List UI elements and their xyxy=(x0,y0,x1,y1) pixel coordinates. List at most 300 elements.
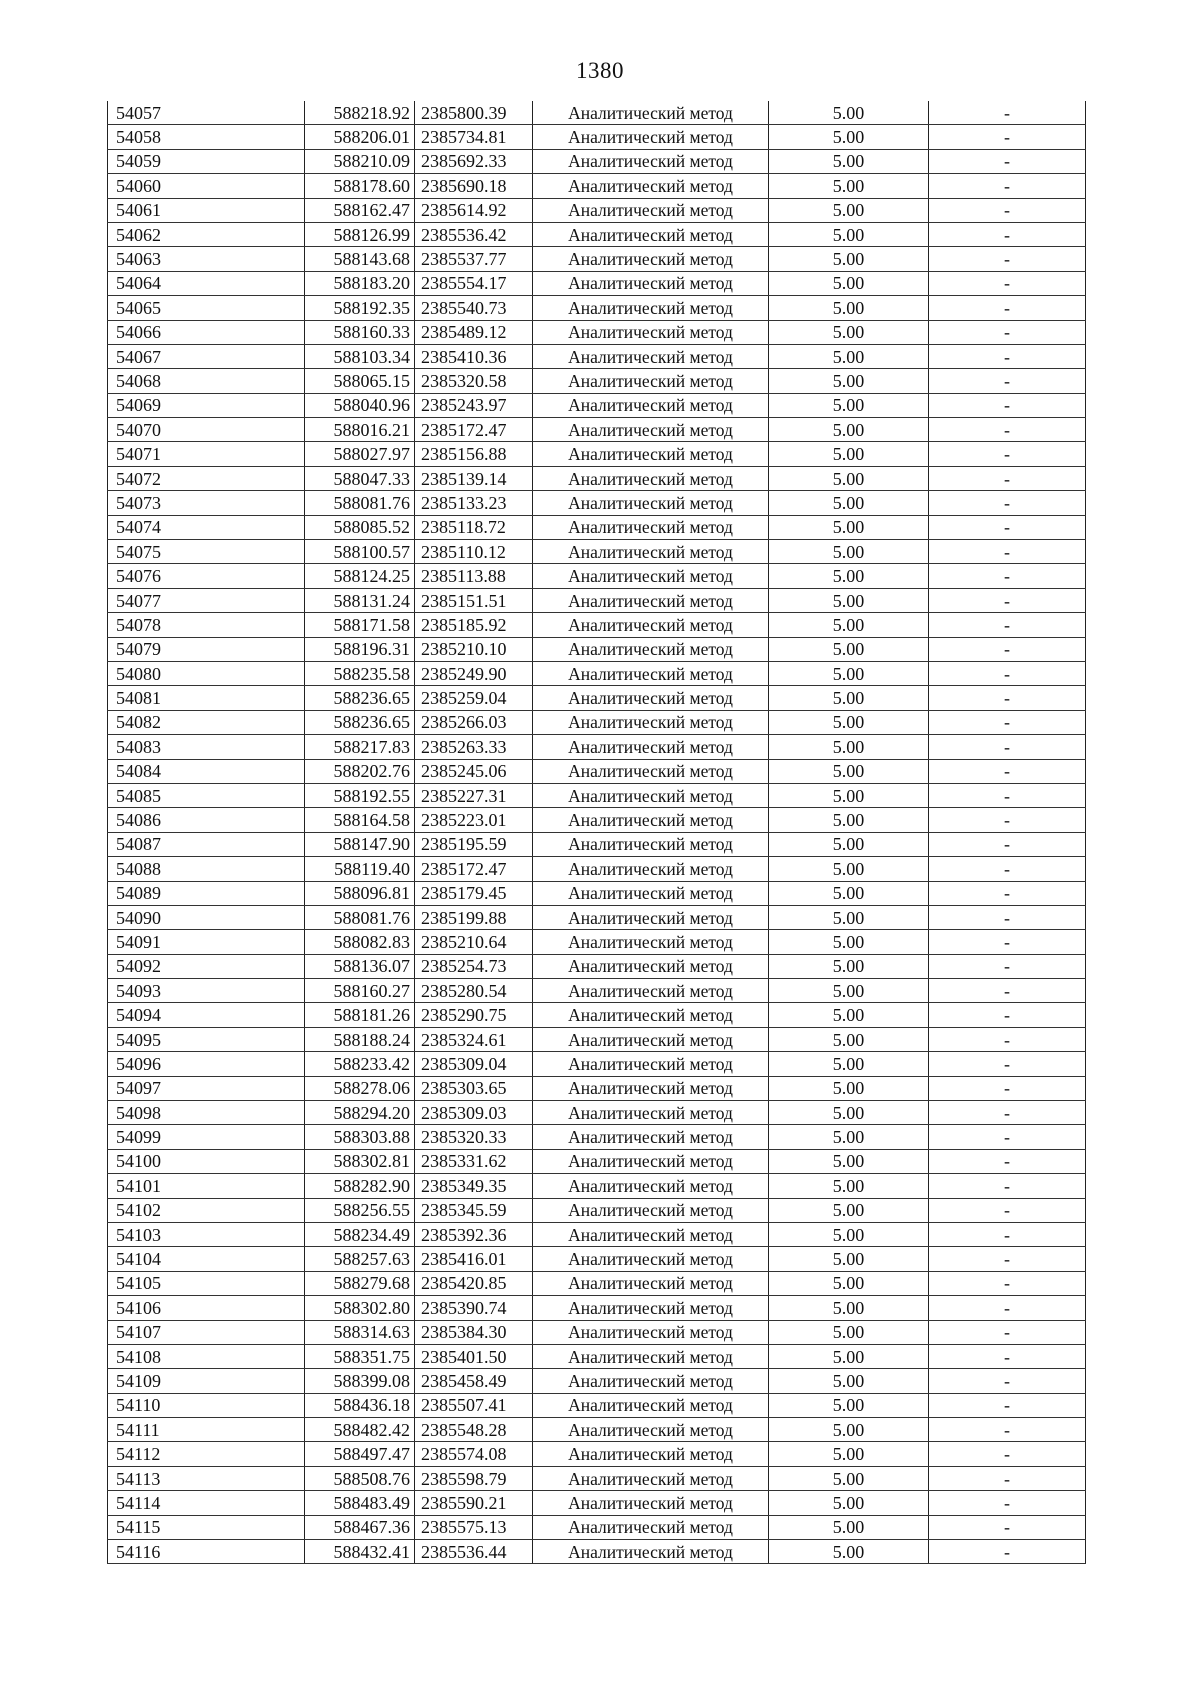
method-cell: Аналитический метод xyxy=(533,1052,769,1076)
accuracy-cell: 5.00 xyxy=(769,540,929,564)
point-number-cell: 54104 xyxy=(108,1247,305,1271)
method-cell: Аналитический метод xyxy=(533,296,769,320)
table-row xyxy=(108,1540,1086,1564)
y-coordinate-cell: 2385598.79 xyxy=(415,1466,533,1490)
point-number-cell: 54109 xyxy=(108,1369,305,1393)
x-coordinate-cell: 588016.21 xyxy=(305,418,415,442)
x-coordinate-cell: 588236.65 xyxy=(305,686,415,710)
point-number-cell: 54102 xyxy=(108,1198,305,1222)
point-number-cell: 54084 xyxy=(108,759,305,783)
method-cell: Аналитический метод xyxy=(533,320,769,344)
x-coordinate-cell: 588065.15 xyxy=(305,369,415,393)
x-coordinate-cell: 588314.63 xyxy=(305,1320,415,1344)
x-coordinate-cell: 588047.33 xyxy=(305,466,415,490)
x-coordinate-cell: 588192.35 xyxy=(305,296,415,320)
y-coordinate-cell: 2385392.36 xyxy=(415,1222,533,1246)
point-number-cell: 54103 xyxy=(108,1222,305,1246)
note-cell: - xyxy=(929,637,1086,661)
point-number-cell: 54094 xyxy=(108,1003,305,1027)
point-number-cell: 54071 xyxy=(108,442,305,466)
x-coordinate-cell: 588508.76 xyxy=(305,1466,415,1490)
accuracy-cell: 5.00 xyxy=(769,661,929,685)
point-number-cell: 54095 xyxy=(108,1027,305,1051)
table-row xyxy=(108,1320,1086,1344)
y-coordinate-cell: 2385290.75 xyxy=(415,1003,533,1027)
point-number-cell: 54082 xyxy=(108,710,305,734)
y-coordinate-cell: 2385489.12 xyxy=(415,320,533,344)
y-coordinate-cell: 2385536.44 xyxy=(415,1540,533,1564)
note-cell: - xyxy=(929,1515,1086,1539)
method-cell: Аналитический метод xyxy=(533,125,769,149)
x-coordinate-cell: 588206.01 xyxy=(305,125,415,149)
x-coordinate-cell: 588279.68 xyxy=(305,1271,415,1295)
x-coordinate-cell: 588160.33 xyxy=(305,320,415,344)
x-coordinate-cell: 588147.90 xyxy=(305,832,415,856)
accuracy-cell: 5.00 xyxy=(769,442,929,466)
x-coordinate-cell: 588192.55 xyxy=(305,783,415,807)
table-row xyxy=(108,588,1086,612)
y-coordinate-cell: 2385420.85 xyxy=(415,1271,533,1295)
note-cell: - xyxy=(929,1369,1086,1393)
note-cell: - xyxy=(929,344,1086,368)
y-coordinate-cell: 2385507.41 xyxy=(415,1393,533,1417)
method-cell: Аналитический метод xyxy=(533,247,769,271)
method-cell: Аналитический метод xyxy=(533,418,769,442)
table-row xyxy=(108,369,1086,393)
accuracy-cell: 5.00 xyxy=(769,174,929,198)
accuracy-cell: 5.00 xyxy=(769,686,929,710)
method-cell: Аналитический метод xyxy=(533,1515,769,1539)
y-coordinate-cell: 2385554.17 xyxy=(415,271,533,295)
table-row xyxy=(108,1101,1086,1125)
y-coordinate-cell: 2385210.64 xyxy=(415,930,533,954)
accuracy-cell: 5.00 xyxy=(769,1491,929,1515)
note-cell: - xyxy=(929,783,1086,807)
method-cell: Аналитический метод xyxy=(533,979,769,1003)
note-cell: - xyxy=(929,1320,1086,1344)
x-coordinate-cell: 588235.58 xyxy=(305,661,415,685)
note-cell: - xyxy=(929,247,1086,271)
method-cell: Аналитический метод xyxy=(533,491,769,515)
y-coordinate-cell: 2385179.45 xyxy=(415,881,533,905)
note-cell: - xyxy=(929,1027,1086,1051)
y-coordinate-cell: 2385331.62 xyxy=(415,1149,533,1173)
y-coordinate-cell: 2385172.47 xyxy=(415,418,533,442)
method-cell: Аналитический метод xyxy=(533,1369,769,1393)
x-coordinate-cell: 588103.34 xyxy=(305,344,415,368)
point-number-cell: 54069 xyxy=(108,393,305,417)
x-coordinate-cell: 588217.83 xyxy=(305,735,415,759)
table-row xyxy=(108,1125,1086,1149)
accuracy-cell: 5.00 xyxy=(769,1442,929,1466)
point-number-cell: 54105 xyxy=(108,1271,305,1295)
method-cell: Аналитический метод xyxy=(533,515,769,539)
x-coordinate-cell: 588188.24 xyxy=(305,1027,415,1051)
accuracy-cell: 5.00 xyxy=(769,101,929,125)
y-coordinate-cell: 2385537.77 xyxy=(415,247,533,271)
accuracy-cell: 5.00 xyxy=(769,198,929,222)
accuracy-cell: 5.00 xyxy=(769,759,929,783)
method-cell: Аналитический метод xyxy=(533,710,769,734)
note-cell: - xyxy=(929,1174,1086,1198)
method-cell: Аналитический метод xyxy=(533,1540,769,1564)
note-cell: - xyxy=(929,1271,1086,1295)
accuracy-cell: 5.00 xyxy=(769,710,929,734)
point-number-cell: 54083 xyxy=(108,735,305,759)
method-cell: Аналитический метод xyxy=(533,1271,769,1295)
method-cell: Аналитический метод xyxy=(533,1393,769,1417)
table-row xyxy=(108,515,1086,539)
table-row xyxy=(108,1442,1086,1466)
table-row xyxy=(108,637,1086,661)
y-coordinate-cell: 2385692.33 xyxy=(415,149,533,173)
method-cell: Аналитический метод xyxy=(533,540,769,564)
point-number-cell: 54112 xyxy=(108,1442,305,1466)
note-cell: - xyxy=(929,320,1086,344)
accuracy-cell: 5.00 xyxy=(769,1466,929,1490)
point-number-cell: 54088 xyxy=(108,857,305,881)
accuracy-cell: 5.00 xyxy=(769,1198,929,1222)
y-coordinate-cell: 2385320.33 xyxy=(415,1125,533,1149)
table-row xyxy=(108,808,1086,832)
note-cell: - xyxy=(929,515,1086,539)
table-row xyxy=(108,613,1086,637)
note-cell: - xyxy=(929,1101,1086,1125)
method-cell: Аналитический метод xyxy=(533,759,769,783)
x-coordinate-cell: 588234.49 xyxy=(305,1222,415,1246)
point-number-cell: 54108 xyxy=(108,1344,305,1368)
accuracy-cell: 5.00 xyxy=(769,1003,929,1027)
accuracy-cell: 5.00 xyxy=(769,1052,929,1076)
x-coordinate-cell: 588278.06 xyxy=(305,1076,415,1100)
method-cell: Аналитический метод xyxy=(533,1101,769,1125)
note-cell: - xyxy=(929,832,1086,856)
table-row xyxy=(108,442,1086,466)
accuracy-cell: 5.00 xyxy=(769,832,929,856)
method-cell: Аналитический метод xyxy=(533,1174,769,1198)
point-number-cell: 54065 xyxy=(108,296,305,320)
accuracy-cell: 5.00 xyxy=(769,1515,929,1539)
note-cell: - xyxy=(929,1393,1086,1417)
note-cell: - xyxy=(929,1198,1086,1222)
point-number-cell: 54077 xyxy=(108,588,305,612)
x-coordinate-cell: 588040.96 xyxy=(305,393,415,417)
table-row xyxy=(108,1418,1086,1442)
table-row xyxy=(108,1247,1086,1271)
table-row xyxy=(108,491,1086,515)
method-cell: Аналитический метод xyxy=(533,686,769,710)
note-cell: - xyxy=(929,1125,1086,1149)
accuracy-cell: 5.00 xyxy=(769,1344,929,1368)
table-row xyxy=(108,930,1086,954)
x-coordinate-cell: 588210.09 xyxy=(305,149,415,173)
x-coordinate-cell: 588303.88 xyxy=(305,1125,415,1149)
method-cell: Аналитический метод xyxy=(533,588,769,612)
method-cell: Аналитический метод xyxy=(533,442,769,466)
accuracy-cell: 5.00 xyxy=(769,222,929,246)
method-cell: Аналитический метод xyxy=(533,1222,769,1246)
accuracy-cell: 5.00 xyxy=(769,588,929,612)
y-coordinate-cell: 2385416.01 xyxy=(415,1247,533,1271)
note-cell: - xyxy=(929,564,1086,588)
table-row xyxy=(108,832,1086,856)
table-row xyxy=(108,418,1086,442)
table-row xyxy=(108,1076,1086,1100)
method-cell: Аналитический метод xyxy=(533,174,769,198)
point-number-cell: 54066 xyxy=(108,320,305,344)
y-coordinate-cell: 2385266.03 xyxy=(415,710,533,734)
x-coordinate-cell: 588302.80 xyxy=(305,1296,415,1320)
method-cell: Аналитический метод xyxy=(533,954,769,978)
x-coordinate-cell: 588081.76 xyxy=(305,491,415,515)
method-cell: Аналитический метод xyxy=(533,393,769,417)
table-row xyxy=(108,857,1086,881)
method-cell: Аналитический метод xyxy=(533,783,769,807)
y-coordinate-cell: 2385185.92 xyxy=(415,613,533,637)
method-cell: Аналитический метод xyxy=(533,564,769,588)
accuracy-cell: 5.00 xyxy=(769,905,929,929)
note-cell: - xyxy=(929,930,1086,954)
y-coordinate-cell: 2385280.54 xyxy=(415,979,533,1003)
method-cell: Аналитический метод xyxy=(533,930,769,954)
x-coordinate-cell: 588256.55 xyxy=(305,1198,415,1222)
y-coordinate-cell: 2385263.33 xyxy=(415,735,533,759)
y-coordinate-cell: 2385223.01 xyxy=(415,808,533,832)
point-number-cell: 54076 xyxy=(108,564,305,588)
y-coordinate-cell: 2385249.90 xyxy=(415,661,533,685)
y-coordinate-cell: 2385245.06 xyxy=(415,759,533,783)
y-coordinate-cell: 2385458.49 xyxy=(415,1369,533,1393)
table-row xyxy=(108,125,1086,149)
table-row xyxy=(108,954,1086,978)
table-row xyxy=(108,320,1086,344)
method-cell: Аналитический метод xyxy=(533,222,769,246)
accuracy-cell: 5.00 xyxy=(769,564,929,588)
accuracy-cell: 5.00 xyxy=(769,1222,929,1246)
accuracy-cell: 5.00 xyxy=(769,491,929,515)
accuracy-cell: 5.00 xyxy=(769,637,929,661)
method-cell: Аналитический метод xyxy=(533,637,769,661)
y-coordinate-cell: 2385320.58 xyxy=(415,369,533,393)
table-row xyxy=(108,1466,1086,1490)
note-cell: - xyxy=(929,710,1086,734)
x-coordinate-cell: 588081.76 xyxy=(305,905,415,929)
accuracy-cell: 5.00 xyxy=(769,1271,929,1295)
y-coordinate-cell: 2385303.65 xyxy=(415,1076,533,1100)
method-cell: Аналитический метод xyxy=(533,271,769,295)
method-cell: Аналитический метод xyxy=(533,198,769,222)
accuracy-cell: 5.00 xyxy=(769,735,929,759)
accuracy-cell: 5.00 xyxy=(769,881,929,905)
point-number-cell: 54092 xyxy=(108,954,305,978)
point-number-cell: 54097 xyxy=(108,1076,305,1100)
method-cell: Аналитический метод xyxy=(533,1320,769,1344)
table-row xyxy=(108,1344,1086,1368)
method-cell: Аналитический метод xyxy=(533,1198,769,1222)
method-cell: Аналитический метод xyxy=(533,661,769,685)
note-cell: - xyxy=(929,1442,1086,1466)
method-cell: Аналитический метод xyxy=(533,881,769,905)
y-coordinate-cell: 2385614.92 xyxy=(415,198,533,222)
y-coordinate-cell: 2385172.47 xyxy=(415,857,533,881)
y-coordinate-cell: 2385254.73 xyxy=(415,954,533,978)
table-body xyxy=(108,101,1086,1564)
accuracy-cell: 5.00 xyxy=(769,418,929,442)
note-cell: - xyxy=(929,1491,1086,1515)
y-coordinate-cell: 2385536.42 xyxy=(415,222,533,246)
method-cell: Аналитический метод xyxy=(533,832,769,856)
method-cell: Аналитический метод xyxy=(533,466,769,490)
method-cell: Аналитический метод xyxy=(533,1125,769,1149)
y-coordinate-cell: 2385156.88 xyxy=(415,442,533,466)
coordinates-table xyxy=(107,101,1086,1564)
accuracy-cell: 5.00 xyxy=(769,344,929,368)
accuracy-cell: 5.00 xyxy=(769,1369,929,1393)
point-number-cell: 54079 xyxy=(108,637,305,661)
point-number-cell: 54098 xyxy=(108,1101,305,1125)
table-row xyxy=(108,149,1086,173)
method-cell: Аналитический метод xyxy=(533,1442,769,1466)
table-row xyxy=(108,101,1086,125)
y-coordinate-cell: 2385401.50 xyxy=(415,1344,533,1368)
table-row xyxy=(108,1515,1086,1539)
accuracy-cell: 5.00 xyxy=(769,1540,929,1564)
point-number-cell: 54062 xyxy=(108,222,305,246)
point-number-cell: 54061 xyxy=(108,198,305,222)
point-number-cell: 54080 xyxy=(108,661,305,685)
y-coordinate-cell: 2385800.39 xyxy=(415,101,533,125)
point-number-cell: 54106 xyxy=(108,1296,305,1320)
x-coordinate-cell: 588482.42 xyxy=(305,1418,415,1442)
x-coordinate-cell: 588085.52 xyxy=(305,515,415,539)
table-row xyxy=(108,393,1086,417)
table-row xyxy=(108,247,1086,271)
y-coordinate-cell: 2385575.13 xyxy=(415,1515,533,1539)
point-number-cell: 54089 xyxy=(108,881,305,905)
method-cell: Аналитический метод xyxy=(533,735,769,759)
table-row xyxy=(108,1393,1086,1417)
note-cell: - xyxy=(929,101,1086,125)
method-cell: Аналитический метод xyxy=(533,1296,769,1320)
y-coordinate-cell: 2385384.30 xyxy=(415,1320,533,1344)
point-number-cell: 54091 xyxy=(108,930,305,954)
point-number-cell: 54114 xyxy=(108,1491,305,1515)
table-row xyxy=(108,905,1086,929)
table-row xyxy=(108,1003,1086,1027)
note-cell: - xyxy=(929,222,1086,246)
point-number-cell: 54060 xyxy=(108,174,305,198)
table-row xyxy=(108,271,1086,295)
y-coordinate-cell: 2385345.59 xyxy=(415,1198,533,1222)
accuracy-cell: 5.00 xyxy=(769,1174,929,1198)
table-row xyxy=(108,1149,1086,1173)
point-number-cell: 54107 xyxy=(108,1320,305,1344)
point-number-cell: 54113 xyxy=(108,1466,305,1490)
note-cell: - xyxy=(929,1296,1086,1320)
table-row xyxy=(108,222,1086,246)
method-cell: Аналитический метод xyxy=(533,808,769,832)
accuracy-cell: 5.00 xyxy=(769,320,929,344)
table-row xyxy=(108,1027,1086,1051)
point-number-cell: 54100 xyxy=(108,1149,305,1173)
note-cell: - xyxy=(929,661,1086,685)
point-number-cell: 54073 xyxy=(108,491,305,515)
x-coordinate-cell: 588162.47 xyxy=(305,198,415,222)
table-row xyxy=(108,783,1086,807)
accuracy-cell: 5.00 xyxy=(769,393,929,417)
y-coordinate-cell: 2385243.97 xyxy=(415,393,533,417)
x-coordinate-cell: 588160.27 xyxy=(305,979,415,1003)
x-coordinate-cell: 588119.40 xyxy=(305,857,415,881)
method-cell: Аналитический метод xyxy=(533,1344,769,1368)
note-cell: - xyxy=(929,1344,1086,1368)
x-coordinate-cell: 588164.58 xyxy=(305,808,415,832)
note-cell: - xyxy=(929,393,1086,417)
note-cell: - xyxy=(929,540,1086,564)
accuracy-cell: 5.00 xyxy=(769,1125,929,1149)
accuracy-cell: 5.00 xyxy=(769,930,929,954)
note-cell: - xyxy=(929,1003,1086,1027)
table-row xyxy=(108,686,1086,710)
y-coordinate-cell: 2385199.88 xyxy=(415,905,533,929)
table-row xyxy=(108,1174,1086,1198)
x-coordinate-cell: 588399.08 xyxy=(305,1369,415,1393)
accuracy-cell: 5.00 xyxy=(769,466,929,490)
method-cell: Аналитический метод xyxy=(533,1076,769,1100)
accuracy-cell: 5.00 xyxy=(769,369,929,393)
y-coordinate-cell: 2385324.61 xyxy=(415,1027,533,1051)
note-cell: - xyxy=(929,271,1086,295)
point-number-cell: 54070 xyxy=(108,418,305,442)
point-number-cell: 54085 xyxy=(108,783,305,807)
note-cell: - xyxy=(929,296,1086,320)
note-cell: - xyxy=(929,149,1086,173)
note-cell: - xyxy=(929,466,1086,490)
x-coordinate-cell: 588027.97 xyxy=(305,442,415,466)
x-coordinate-cell: 588136.07 xyxy=(305,954,415,978)
table-row xyxy=(108,979,1086,1003)
accuracy-cell: 5.00 xyxy=(769,247,929,271)
note-cell: - xyxy=(929,1149,1086,1173)
x-coordinate-cell: 588497.47 xyxy=(305,1442,415,1466)
note-cell: - xyxy=(929,759,1086,783)
point-number-cell: 54087 xyxy=(108,832,305,856)
y-coordinate-cell: 2385118.72 xyxy=(415,515,533,539)
x-coordinate-cell: 588294.20 xyxy=(305,1101,415,1125)
point-number-cell: 54058 xyxy=(108,125,305,149)
table-row xyxy=(108,296,1086,320)
method-cell: Аналитический метод xyxy=(533,344,769,368)
x-coordinate-cell: 588082.83 xyxy=(305,930,415,954)
x-coordinate-cell: 588196.31 xyxy=(305,637,415,661)
note-cell: - xyxy=(929,1540,1086,1564)
note-cell: - xyxy=(929,1052,1086,1076)
point-number-cell: 54081 xyxy=(108,686,305,710)
note-cell: - xyxy=(929,491,1086,515)
y-coordinate-cell: 2385110.12 xyxy=(415,540,533,564)
note-cell: - xyxy=(929,686,1086,710)
method-cell: Аналитический метод xyxy=(533,149,769,173)
note-cell: - xyxy=(929,808,1086,832)
point-number-cell: 54096 xyxy=(108,1052,305,1076)
accuracy-cell: 5.00 xyxy=(769,857,929,881)
x-coordinate-cell: 588124.25 xyxy=(305,564,415,588)
y-coordinate-cell: 2385548.28 xyxy=(415,1418,533,1442)
point-number-cell: 54090 xyxy=(108,905,305,929)
note-cell: - xyxy=(929,1222,1086,1246)
note-cell: - xyxy=(929,174,1086,198)
note-cell: - xyxy=(929,1466,1086,1490)
